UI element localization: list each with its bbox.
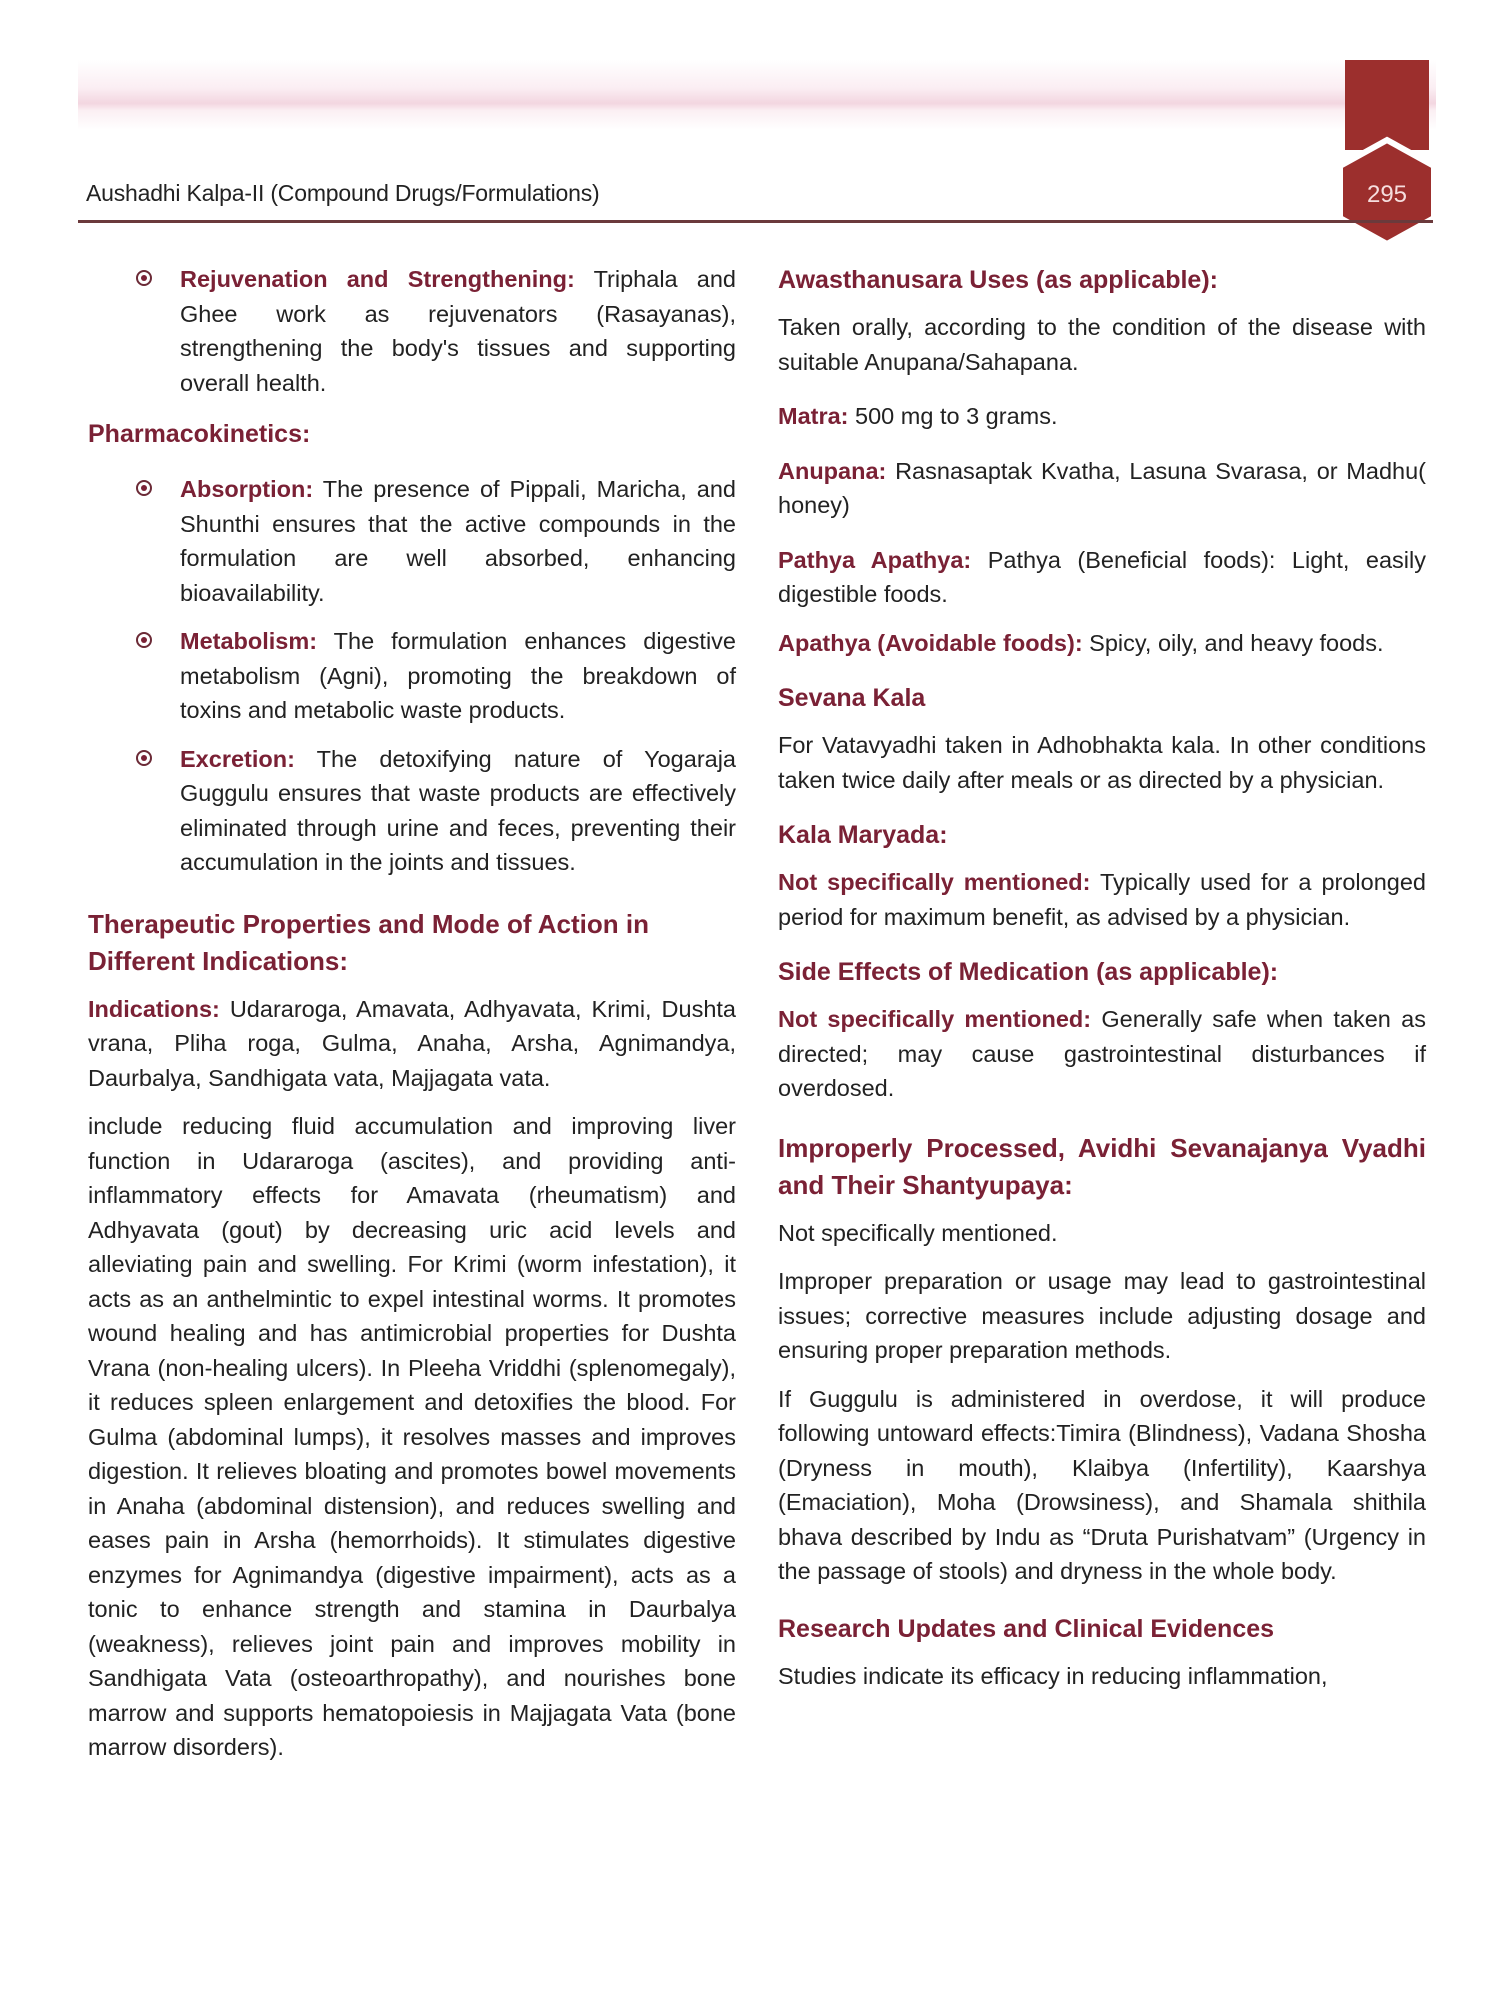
anupana-label: Anupana: bbox=[778, 457, 887, 484]
section-heading-kala-maryada: Kala Maryada: bbox=[778, 821, 948, 849]
bullet-text: Triphala and Ghee work as rejuvenators (Rasayanas), strengthening the body's tissues and supporting overall health. bbox=[180, 266, 737, 396]
running-title: Aushadhi Kalpa-II (Compound Drugs/Formulations) bbox=[86, 180, 600, 206]
apathya-paragraph bbox=[778, 626, 1426, 661]
awasthanusara-text: Taken orally, according to the condition of the disease with suitable Anupana/Sahapana. bbox=[778, 314, 1426, 375]
kala-maryada-text: Typically used for a prolonged period for maximum benefit, as advised by a physician. bbox=[778, 869, 1426, 930]
list-item bbox=[180, 472, 736, 610]
section-heading-awasthanusara: Awasthanusara Uses (as applicable): bbox=[778, 266, 1218, 294]
right-column bbox=[778, 262, 1426, 1707]
section-heading-improperly-processed: Improperly Processed, Avidhi Sevanajanya Vyadhi and Their Shantyupaya: bbox=[778, 1132, 1426, 1200]
matra-label: Matra: bbox=[778, 403, 849, 429]
header-rule bbox=[78, 220, 1433, 223]
bullet-label: Rejuvenation and Strengthening: bbox=[180, 266, 575, 292]
anupana-text: Rasnasaptak Kvatha, Lasuna Svarasa, or Madhu( honey) bbox=[778, 457, 1426, 518]
matra-text: 500 mg to 3 grams. bbox=[848, 403, 1058, 429]
bullet-text: The formulation enhances digestive metabolism (Agni), promoting the breakdown of toxins and metabolic waste products. bbox=[180, 628, 736, 723]
list-item bbox=[180, 742, 736, 880]
anupana-paragraph bbox=[778, 454, 1426, 523]
hexagon-icon bbox=[1334, 136, 1440, 248]
radio-bullet-icon bbox=[136, 270, 152, 286]
section-heading-sevana-kala: Sevana Kala bbox=[778, 684, 926, 712]
radio-bullet-icon bbox=[136, 480, 152, 496]
bullet-label: Absorption: bbox=[180, 476, 314, 502]
section-heading-side-effects: Side Effects of Medication (as applicable): bbox=[778, 958, 1279, 986]
bullet-label: Metabolism: bbox=[180, 628, 318, 654]
kala-maryada-paragraph bbox=[778, 865, 1426, 934]
bullet-text: The presence of Pippali, Maricha, and Shunthi ensures that the active compounds in the formulation are well absorbed, enhancing bioavailability. bbox=[180, 476, 736, 606]
sevana-kala-text: For Vatavyadhi taken in Adhobhakta kala. In other conditions taken twice daily after meals or as directed by a physician. bbox=[778, 732, 1426, 793]
therapeutic-body: include reducing fluid accumulation and improving liver function in Udararoga (ascites), and providing anti-inflammatory effects for Amavata (rheumatism) and Adhyavata (gout) by decreasing uric acid levels and alleviating pain and swelling. For Krimi (worm infestation), it acts as an anthelmintic to expel intestinal worms. It promotes wound healing and has antimicrobial properties for Dushta Vrana (non-healing ulcers). In Pleeha Vriddhi (splenomegaly), it reduces spleen enlargement and detoxifies the blood. For Gulma (abdominal lumps), it resolves masses and improves digestion. It relieves bloating and promotes bowel movements in Anaha (abdominal distension), and reduces swelling and eases pain in Arsha (hemorrhoids). It stimulates digestive enzymes for Agnimandya (digestive impairment), acts as a tonic to enhance strength and stamina in Daurbalya (weakness), relieves joint pain and improves mobility in Sandhigata Vata (osteoarthropathy), and nourishes bone marrow and supports hematopoiesis in Majjagata Vata (bone marrow disorders). bbox=[88, 1113, 736, 1760]
apathya-text: Spicy, oily, and heavy foods. bbox=[1082, 629, 1384, 656]
bullet-text: The detoxifying nature of Yogaraja Guggulu ensures that waste products are effectively eliminated through urine and feces, preventing their accumulation in the joints and tissues. bbox=[180, 745, 736, 875]
page-number: 295 bbox=[1366, 181, 1408, 208]
list-item bbox=[180, 624, 736, 728]
research-text: Studies indicate its efficacy in reducing inflammation, bbox=[778, 1662, 1328, 1689]
improperly-processed-para1: Not specifically mentioned. bbox=[778, 1219, 1058, 1246]
left-column bbox=[88, 262, 736, 1779]
pathya-text: Pathya (Beneficial foods): Light, easily digestible foods. bbox=[778, 546, 1426, 607]
bullet-label: Excretion: bbox=[180, 745, 295, 772]
indications-label: Indications: bbox=[88, 995, 220, 1022]
pharmacokinetics-list bbox=[88, 472, 736, 880]
side-effects-paragraph bbox=[778, 1002, 1426, 1106]
section-heading-research: Research Updates and Clinical Evidences bbox=[778, 1614, 1275, 1643]
indications-text: Udararoga, Amavata, Adhyavata, Krimi, Dushta vrana, Pliha roga, Gulma, Anaha, Arsha, Agnimandya, Daurbalya, Sandhigata vata, Majjagata vata. bbox=[88, 995, 736, 1091]
radio-bullet-icon bbox=[136, 750, 152, 766]
indications-paragraph bbox=[88, 992, 736, 1096]
page-number-badge bbox=[1334, 136, 1440, 248]
improperly-processed-para3: If Guggulu is administered in overdose, it will produce following untoward effects:Timira (Blindness), Vadana Shosha (Dryness in mouth), Klaibya (Infertility), Kaarshya (Emaciation), Moha (Drowsiness), and Shamala shithila bhava described by Indu as “Druta Purishatvam” (Urgency in the passage of stools) and dryness in the whole body. bbox=[778, 1385, 1426, 1584]
section-heading-pharmacokinetics: Pharmacokinetics: bbox=[88, 420, 311, 448]
apathya-label: Apathya (Avoidable foods): bbox=[778, 629, 1083, 656]
side-effects-label: Not specifically mentioned: bbox=[778, 1006, 1092, 1032]
rejuvenation-list bbox=[88, 262, 736, 400]
section-heading-therapeutic: Therapeutic Properties and Mode of Action in Different Indications: bbox=[88, 908, 649, 976]
header-decorative-band bbox=[78, 60, 1436, 130]
matra-paragraph bbox=[778, 399, 1426, 434]
side-effects-text: Generally safe when taken as directed; may cause gastrointestinal disturbances if overdosed. bbox=[778, 1006, 1426, 1101]
improperly-processed-para2: Improper preparation or usage may lead to gastrointestinal issues; corrective measures include adjusting dosage and ensuring proper preparation methods. bbox=[778, 1268, 1426, 1363]
list-item bbox=[180, 262, 736, 400]
pathya-label: Pathya Apathya: bbox=[778, 546, 972, 573]
pathya-paragraph bbox=[778, 543, 1426, 612]
kala-maryada-label: Not specifically mentioned: bbox=[778, 869, 1091, 895]
radio-bullet-icon bbox=[136, 632, 152, 648]
